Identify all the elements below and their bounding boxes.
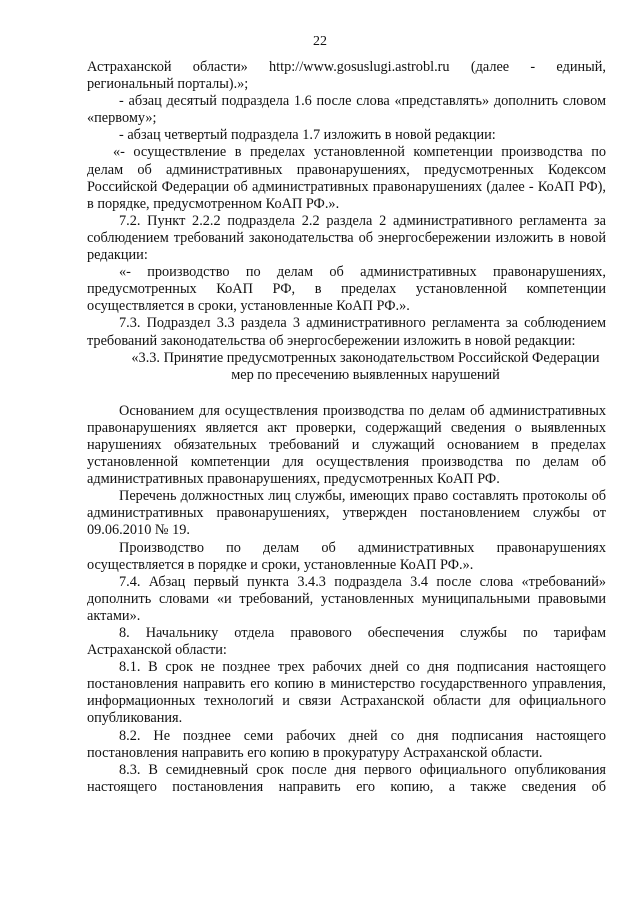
paragraph: 7.2. Пункт 2.2.2 подраздела 2.2 раздела 2 административного регламента за соблюдением требований законодательства об энергосбережении изложить в новой редакции: <box>87 212 606 264</box>
paragraph: Основанием для осуществления производства по делам об административных правонарушениях является акт проверки, содержащий сведения о выявленных нарушениях обязательных требований и служащий основанием в пределах установленной компетенции для осуществления производства по делам об административных правонарушениях, предусмотренных КоАП РФ. <box>87 402 606 488</box>
paragraph: Перечень должностных лиц службы, имеющих право составлять протоколы об административных правонарушениях, утвержден постановлением службы от 09.06.2010 № 19. <box>87 488 606 539</box>
paragraph: 8. Начальнику отдела правового обеспечения службы по тарифам Астраханской области: <box>87 625 606 659</box>
paragraph: 7.4. Абзац первый пункта 3.4.3 подраздела 3.4 после слова «требований» дополнить словами «и требований, установленных муниципальными правовыми актами». <box>87 573 606 624</box>
paragraph: - абзац десятый подраздела 1.6 после слова «представлять» дополнить словом «первому»; <box>87 93 606 127</box>
document-body <box>87 59 606 796</box>
paragraph: 8.1. В срок не позднее трех рабочих дней со дня подписания настоящего постановления направить его копию в министерство государственного управления, информационных технологий и связи Астраханской области для официального опубликования. <box>87 659 606 727</box>
paragraph-quote: «- осуществление в пределах установленной компетенции производства по делам об административных правонарушениях, предусмотренных Кодексом Российской Федерации об административных правонарушениях (далее - КоАП РФ), в порядке, предусмотренном КоАП РФ.». <box>87 144 606 212</box>
paragraph: 8.3. В семидневный срок после дня первого официального опубликования настоящего постановления направить его копию, а также сведения об <box>87 761 606 795</box>
page-number: 22 <box>313 34 327 49</box>
paragraph: - абзац четвертый подраздела 1.7 изложить в новой редакции: <box>119 127 496 144</box>
section-heading: «3.3. Принятие предусмотренных законодательством Российской Федерации мер по пресечению выявленных нарушений <box>131 349 600 383</box>
paragraph-quote: «- производство по делам об административных правонарушениях, предусмотренных КоАП РФ, в пределах установленной компетенции осуществляется в сроки, установленные КоАП РФ.». <box>87 264 606 315</box>
paragraph: Производство по делам об административных правонарушениях осуществляется в порядке и сроки, установленные КоАП РФ.». <box>87 539 606 573</box>
spacer <box>87 384 606 403</box>
paragraph: 8.2. Не позднее семи рабочих дней со дня подписания настоящего постановления направить его копию в прокуратуру Астраханской области. <box>87 727 606 761</box>
paragraph: Астраханской области» http://www.gosuslugi.astrobl.ru (далее - единый, региональный порталы).»; <box>87 59 606 93</box>
paragraph: 7.3. Подраздел 3.3 раздела 3 административного регламента за соблюдением требований законодательства об энергосбережении изложить в новой редакции: <box>87 315 606 349</box>
